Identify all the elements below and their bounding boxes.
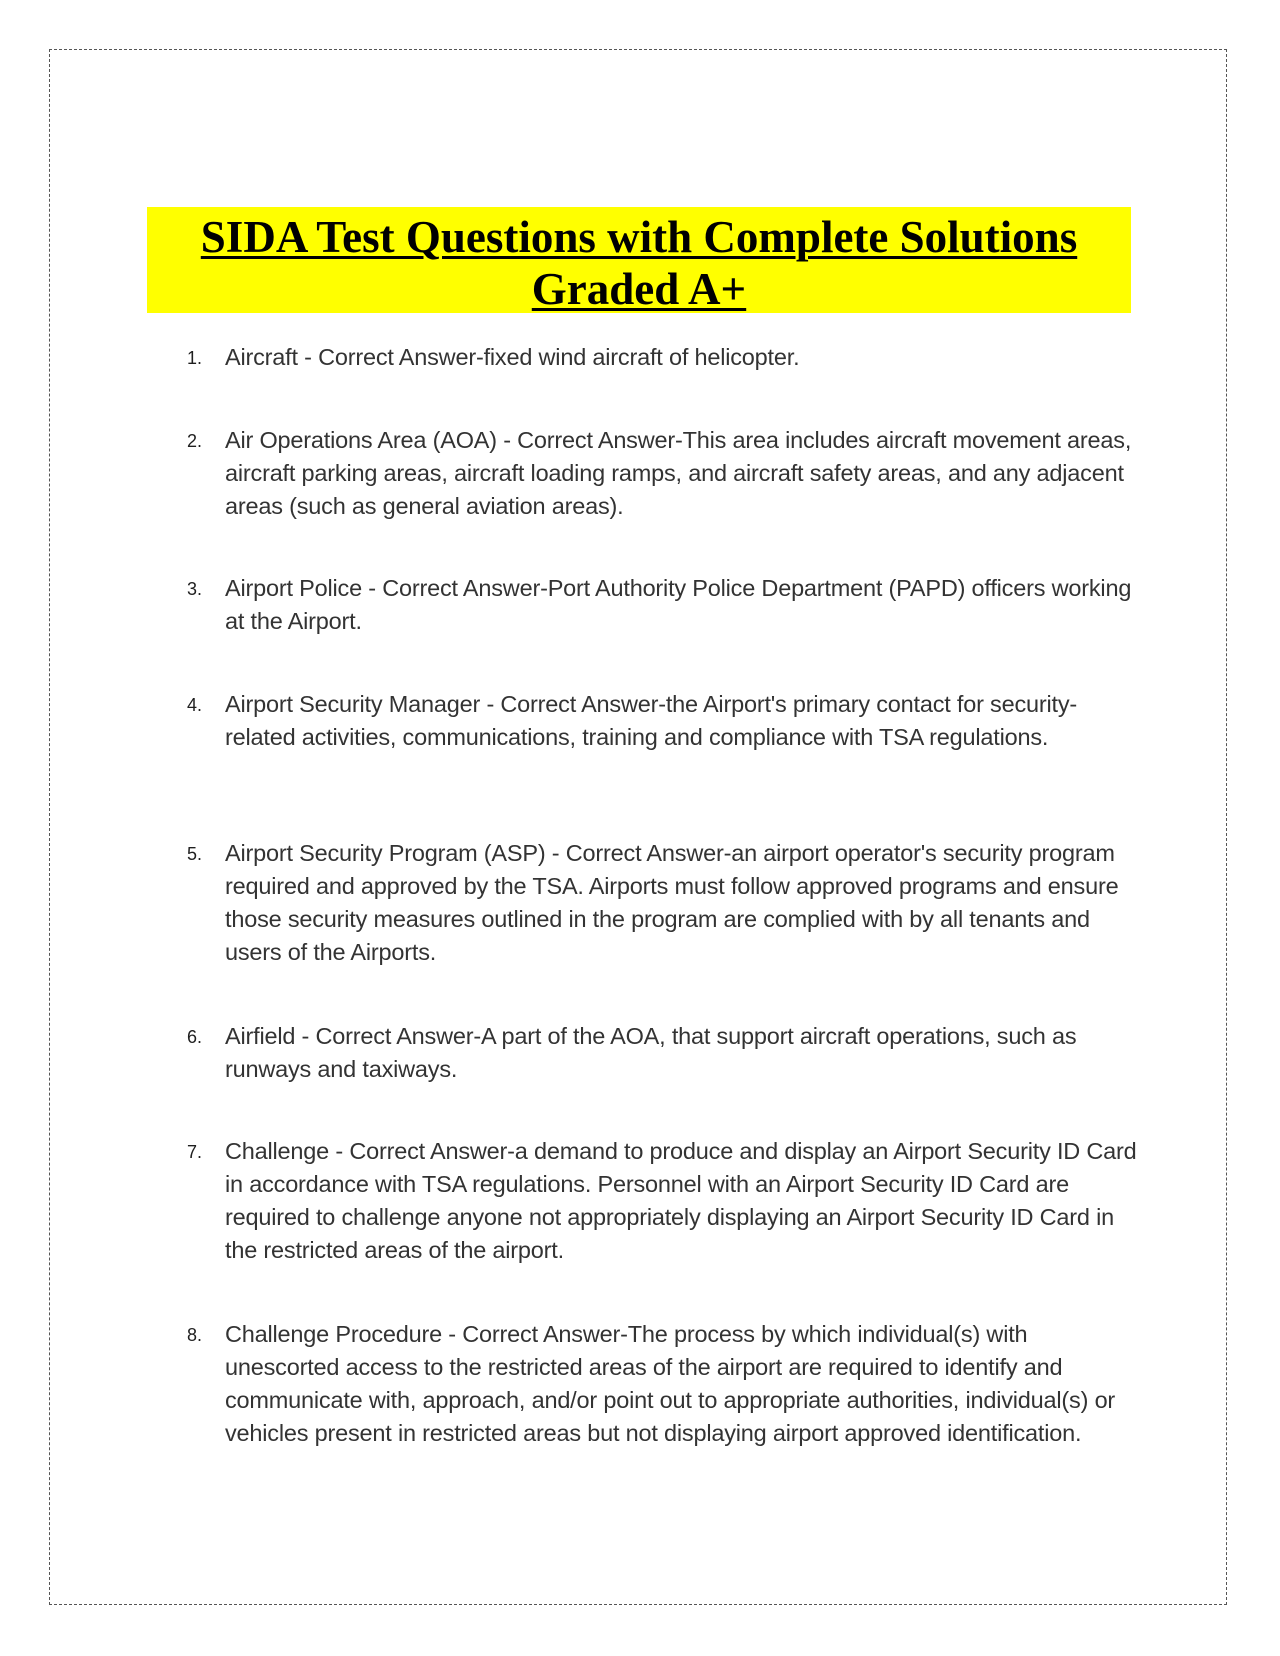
item-text: Challenge Procedure - Correct Answer-The process by which individual(s) with unescorted access to the restricted areas of the airport are required to identify and communicate with, approach, and/or point out to appropriate authorities, individual(s) or vehicles present in restricted areas but not displaying airport approved identification. — [225, 1321, 1116, 1446]
item-number: 8. — [187, 1325, 203, 1345]
document-title-line-1: SIDA Test Questions with Complete Solutions — [200, 212, 1078, 262]
item-number: 3. — [187, 579, 203, 599]
item-text: Challenge - Correct Answer-a demand to produce and display an Airport Security ID Card in accordance with TSA regulations. Personnel with an Airport Security ID Card are required to challenge anyone not appropriately displaying an Airport Security ID Card in the restricted areas of the airport. — [225, 1138, 1137, 1263]
item-number: 6. — [187, 1027, 203, 1047]
item-number: 4. — [187, 695, 203, 715]
item-text: Airport Security Program (ASP) - Correct Answer-an airport operator's security program required and approved by the TSA. Airports must follow approved programs and ensure those security measures outlined in the program are complied with by all tenants and users of the Airports. — [225, 840, 1119, 965]
document-title-line-2: Graded A+ — [531, 264, 747, 314]
item-text: Airfield - Correct Answer-A part of the AOA, that support aircraft operations, such as runways and taxiways. — [225, 1023, 1077, 1082]
item-number: 7. — [187, 1142, 203, 1162]
list-item — [187, 1318, 1137, 1450]
list-item — [187, 1020, 1137, 1086]
list-item — [187, 1135, 1137, 1267]
list-item — [187, 837, 1137, 969]
item-number: 2. — [187, 431, 203, 451]
list-item — [187, 424, 1137, 523]
item-number: 1. — [187, 348, 203, 368]
list-item — [187, 341, 1137, 375]
item-text: Airport Security Manager - Correct Answer-the Airport's primary contact for security-related activities, communications, training and compliance with TSA regulations. — [225, 691, 1078, 750]
title-banner — [147, 207, 1131, 313]
item-text: Air Operations Area (AOA) - Correct Answer-This area includes aircraft movement areas, aircraft parking areas, aircraft loading ramps, and aircraft safety areas, and any adjacent areas (such as general aviation areas). — [225, 427, 1132, 519]
item-number: 5. — [187, 844, 203, 864]
list-item — [187, 688, 1137, 754]
item-text: Aircraft - Correct Answer-fixed wind aircraft of helicopter. — [225, 344, 800, 370]
list-item — [187, 572, 1137, 638]
item-text: Airport Police - Correct Answer-Port Authority Police Department (PAPD) officers working at the Airport. — [225, 575, 1132, 634]
